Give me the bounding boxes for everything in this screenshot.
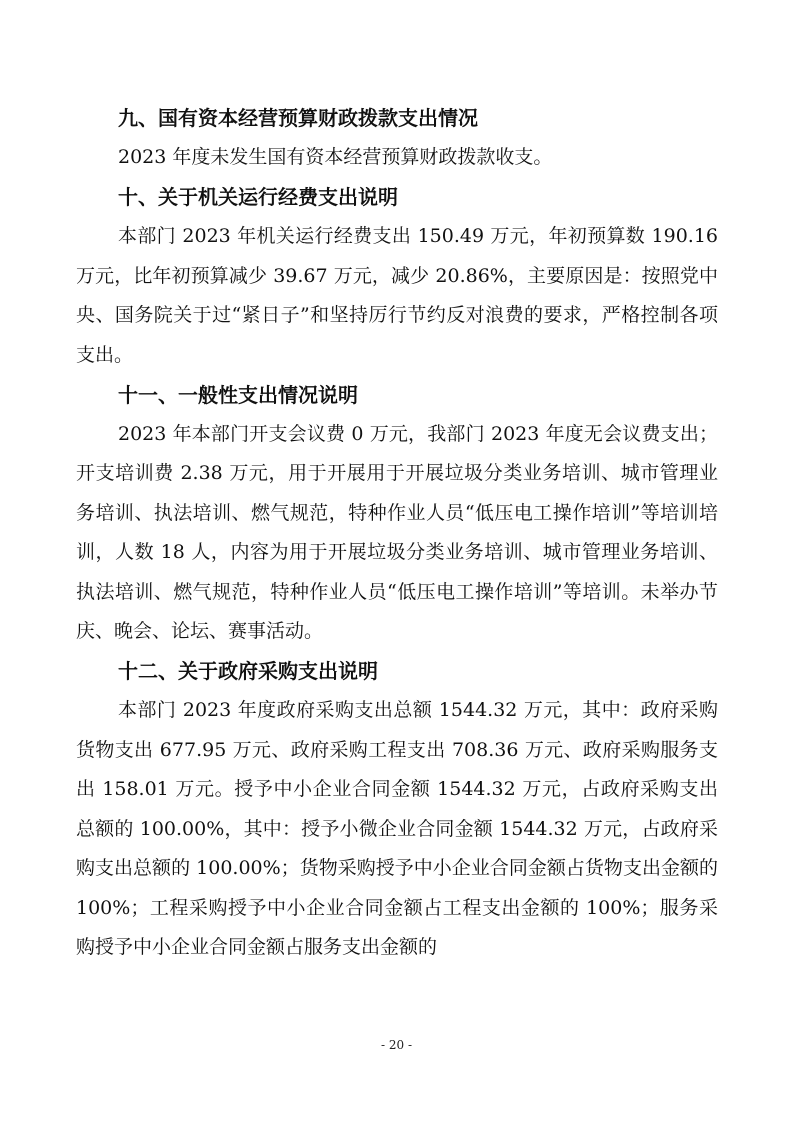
page-number: - 20 - xyxy=(380,1038,412,1052)
document-body xyxy=(76,98,718,967)
section-11-paragraph: 2023 年本部门开支会议费 0 万元，我部门 2023 年度无会议费支出；开支培训费 2.38 万元，用于开展用于开展垃圾分类业务培训、城市管理业务培训、执法培训、燃气规范，特种作业人员“低压电工操作培训”等培训培训，人数 18 人，内容为用于开展垃圾分类业务培训、城市管理业务培训、执法培训、燃气规范，特种作业人员“低压电工操作培训”等培训。未举办节庆、晚会、论坛、赛事活动。 xyxy=(76,423,718,643)
section-12-paragraph: 本部门 2023 年度政府采购支出总额 1544.32 万元，其中：政府采购货物支出 677.95 万元、政府采购工程支出 708.36 万元、政府采购服务支出 158.01 万元。授予中小企业合同金额 1544.32 万元，占政府采购支出总额的 100.00%，其中：授予小微企业合同金额 1544.32 万元，占政府采购支出总额的 100.00%；货物采购授予中小企业合同金额占货物支出金额的 100%；工程采购授予中小企业合同金额占工程支出金额的 100%；服务采购授予中小企业合同金额占服务支出金额的 xyxy=(76,699,718,958)
section-9-paragraph: 2023 年度未发生国有资本经营预算财政拨款收支。 xyxy=(118,146,553,168)
section-heading-10: 十、关于机关运行经费支出说明 xyxy=(118,185,398,210)
section-10-paragraph: 本部门 2023 年机关运行经费支出 150.49 万元，年初预算数 190.16 万元，比年初预算减少 39.67 万元，减少 20.86%，主要原因是：按照党中央、国务院关于过“紧日子”和坚持厉行节约反对浪费的要求，严格控制各项支出。 xyxy=(76,225,718,366)
section-heading-11: 十一、一般性支出情况说明 xyxy=(118,383,358,408)
section-heading-12: 十二、关于政府采购支出说明 xyxy=(118,659,378,684)
section-heading-9: 九、国有资本经营预算财政拨款支出情况 xyxy=(118,106,478,130)
